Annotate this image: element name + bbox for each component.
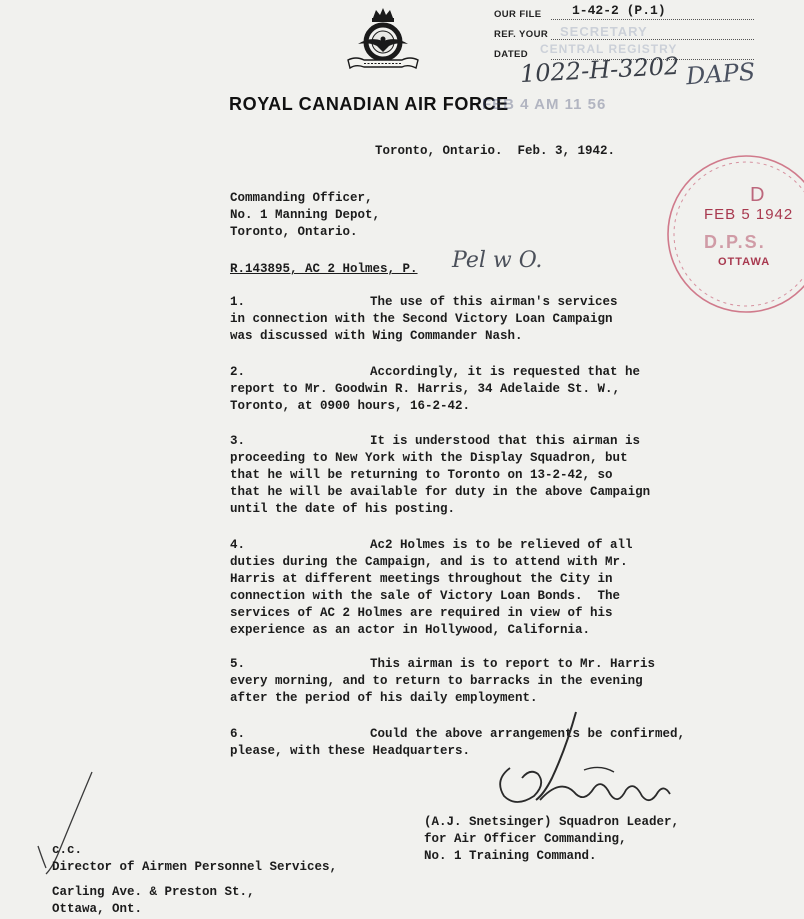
addressee-line: Commanding Officer, (230, 191, 373, 205)
paragraph-3 (230, 433, 650, 518)
received-stamp-city: OTTAWA (718, 256, 771, 268)
paragraph-line: Accordingly, it is requested that he (370, 365, 641, 379)
paragraph-line: Toronto, at 0900 hours, 16-2-42. (230, 399, 471, 413)
our-file-row (494, 3, 754, 23)
cc-line: Ottawa, Ont. (52, 902, 143, 916)
received-date-stamp: FEB 4 AM 11 56 (482, 96, 607, 113)
place-date: Toronto, Ontario. Feb. 3, 1942. (375, 144, 616, 158)
faint-stamp-registry: CENTRAL REGISTRY (540, 42, 678, 56)
paragraph-line: This airman is to report to Mr. Harris (370, 657, 656, 671)
ref-your-label: REF. YOUR (494, 29, 549, 40)
paragraph-line: after the period of his daily employment. (230, 691, 538, 705)
paragraph-line: Could the above arrangements be confirmed, (370, 727, 686, 741)
paragraph-line: was discussed with Wing Commander Nash. (230, 329, 523, 343)
paragraph-line: proceeding to New York with the Display Squadron, but (230, 451, 628, 465)
cc-line (52, 876, 337, 884)
ref-your-line (551, 39, 754, 40)
paragraph-line: connection with the sale of Victory Loan Bonds. The (230, 589, 621, 603)
our-file-value: 1-42-2 (P.1) (572, 3, 666, 18)
paragraph-number: 1. (230, 295, 246, 309)
cc-line: Carling Ave. & Preston St., (52, 885, 255, 899)
paragraph-line: duties during the Campaign, and is to attend with Mr. (230, 555, 628, 569)
paragraph-line: every morning, and to return to barracks in the evening (230, 674, 643, 688)
signature-line: (A.J. Snetsinger) Squadron Leader, (424, 815, 680, 829)
subject-line: R.143895, AC 2 Holmes, P. (230, 262, 418, 276)
paragraph-line: that he will be returning to Toronto on 13-2-42, so (230, 468, 613, 482)
paragraph-line: Harris at different meetings throughout the City in (230, 572, 613, 586)
faint-stamp-secretary: SECRETARY (560, 24, 648, 39)
received-stamp-date: FEB 5 1942 (704, 206, 794, 223)
cc-line: Director of Airmen Personnel Services, (52, 860, 338, 874)
paragraph-line: services of AC 2 Holmes are required in view of his (230, 606, 613, 620)
our-file-label: OUR FILE (494, 9, 542, 20)
paragraph-number: 3. (230, 434, 246, 448)
paragraph-5 (230, 656, 656, 707)
paragraph-1 (230, 294, 618, 345)
paragraph-line: report to Mr. Goodwin R. Harris, 34 Adelaide St. W., (230, 382, 621, 396)
paragraph-line: please, with these Headquarters. (230, 744, 471, 758)
handwritten-file-number: 1022-H-3202 (519, 51, 680, 89)
signature-line: No. 1 Training Command. (424, 849, 597, 863)
addressee-line: No. 1 Manning Depot, (230, 208, 381, 222)
paragraph-line: that he will be available for duty in the above Campaign (230, 485, 651, 499)
paragraph-line: experience as an actor in Hollywood, California. (230, 623, 591, 637)
paragraph-line: in connection with the Second Victory Loan Campaign (230, 312, 613, 326)
paragraph-line: The use of this airman's services (370, 295, 618, 309)
addressee-block (230, 190, 380, 241)
paragraph-6 (230, 726, 686, 760)
paragraph-line: Ac2 Holmes is to be relieved of all (370, 538, 633, 552)
paragraph-line: until the date of his posting. (230, 502, 456, 516)
received-stamp-partial: D (750, 184, 765, 206)
paragraph-number: 2. (230, 365, 246, 379)
signature-block (424, 814, 679, 865)
paragraph-number: 6. (230, 727, 246, 741)
paragraph-number: 4. (230, 538, 246, 552)
dated-label: DATED (494, 49, 529, 60)
letterhead-title: ROYAL CANADIAN AIR FORCE (229, 94, 509, 114)
subject-handwritten-note: Pel w O. (452, 248, 543, 273)
received-stamp-office: D.P.S. (704, 232, 766, 252)
paragraph-4 (230, 537, 633, 639)
cc-block (52, 842, 337, 918)
rcaf-crest-icon (342, 6, 424, 74)
cc-line: c.c. (52, 843, 83, 857)
addressee-line: Toronto, Ontario. (230, 225, 358, 239)
received-stamp (664, 146, 804, 322)
signature-line: for Air Officer Commanding, (424, 832, 627, 846)
signature-icon (480, 708, 680, 818)
paragraph-line: It is understood that this airman is (370, 434, 641, 448)
handwritten-initials: DAPS (685, 57, 757, 91)
paragraph-number: 5. (230, 657, 246, 671)
paragraph-2 (230, 364, 641, 415)
our-file-line (551, 19, 754, 20)
